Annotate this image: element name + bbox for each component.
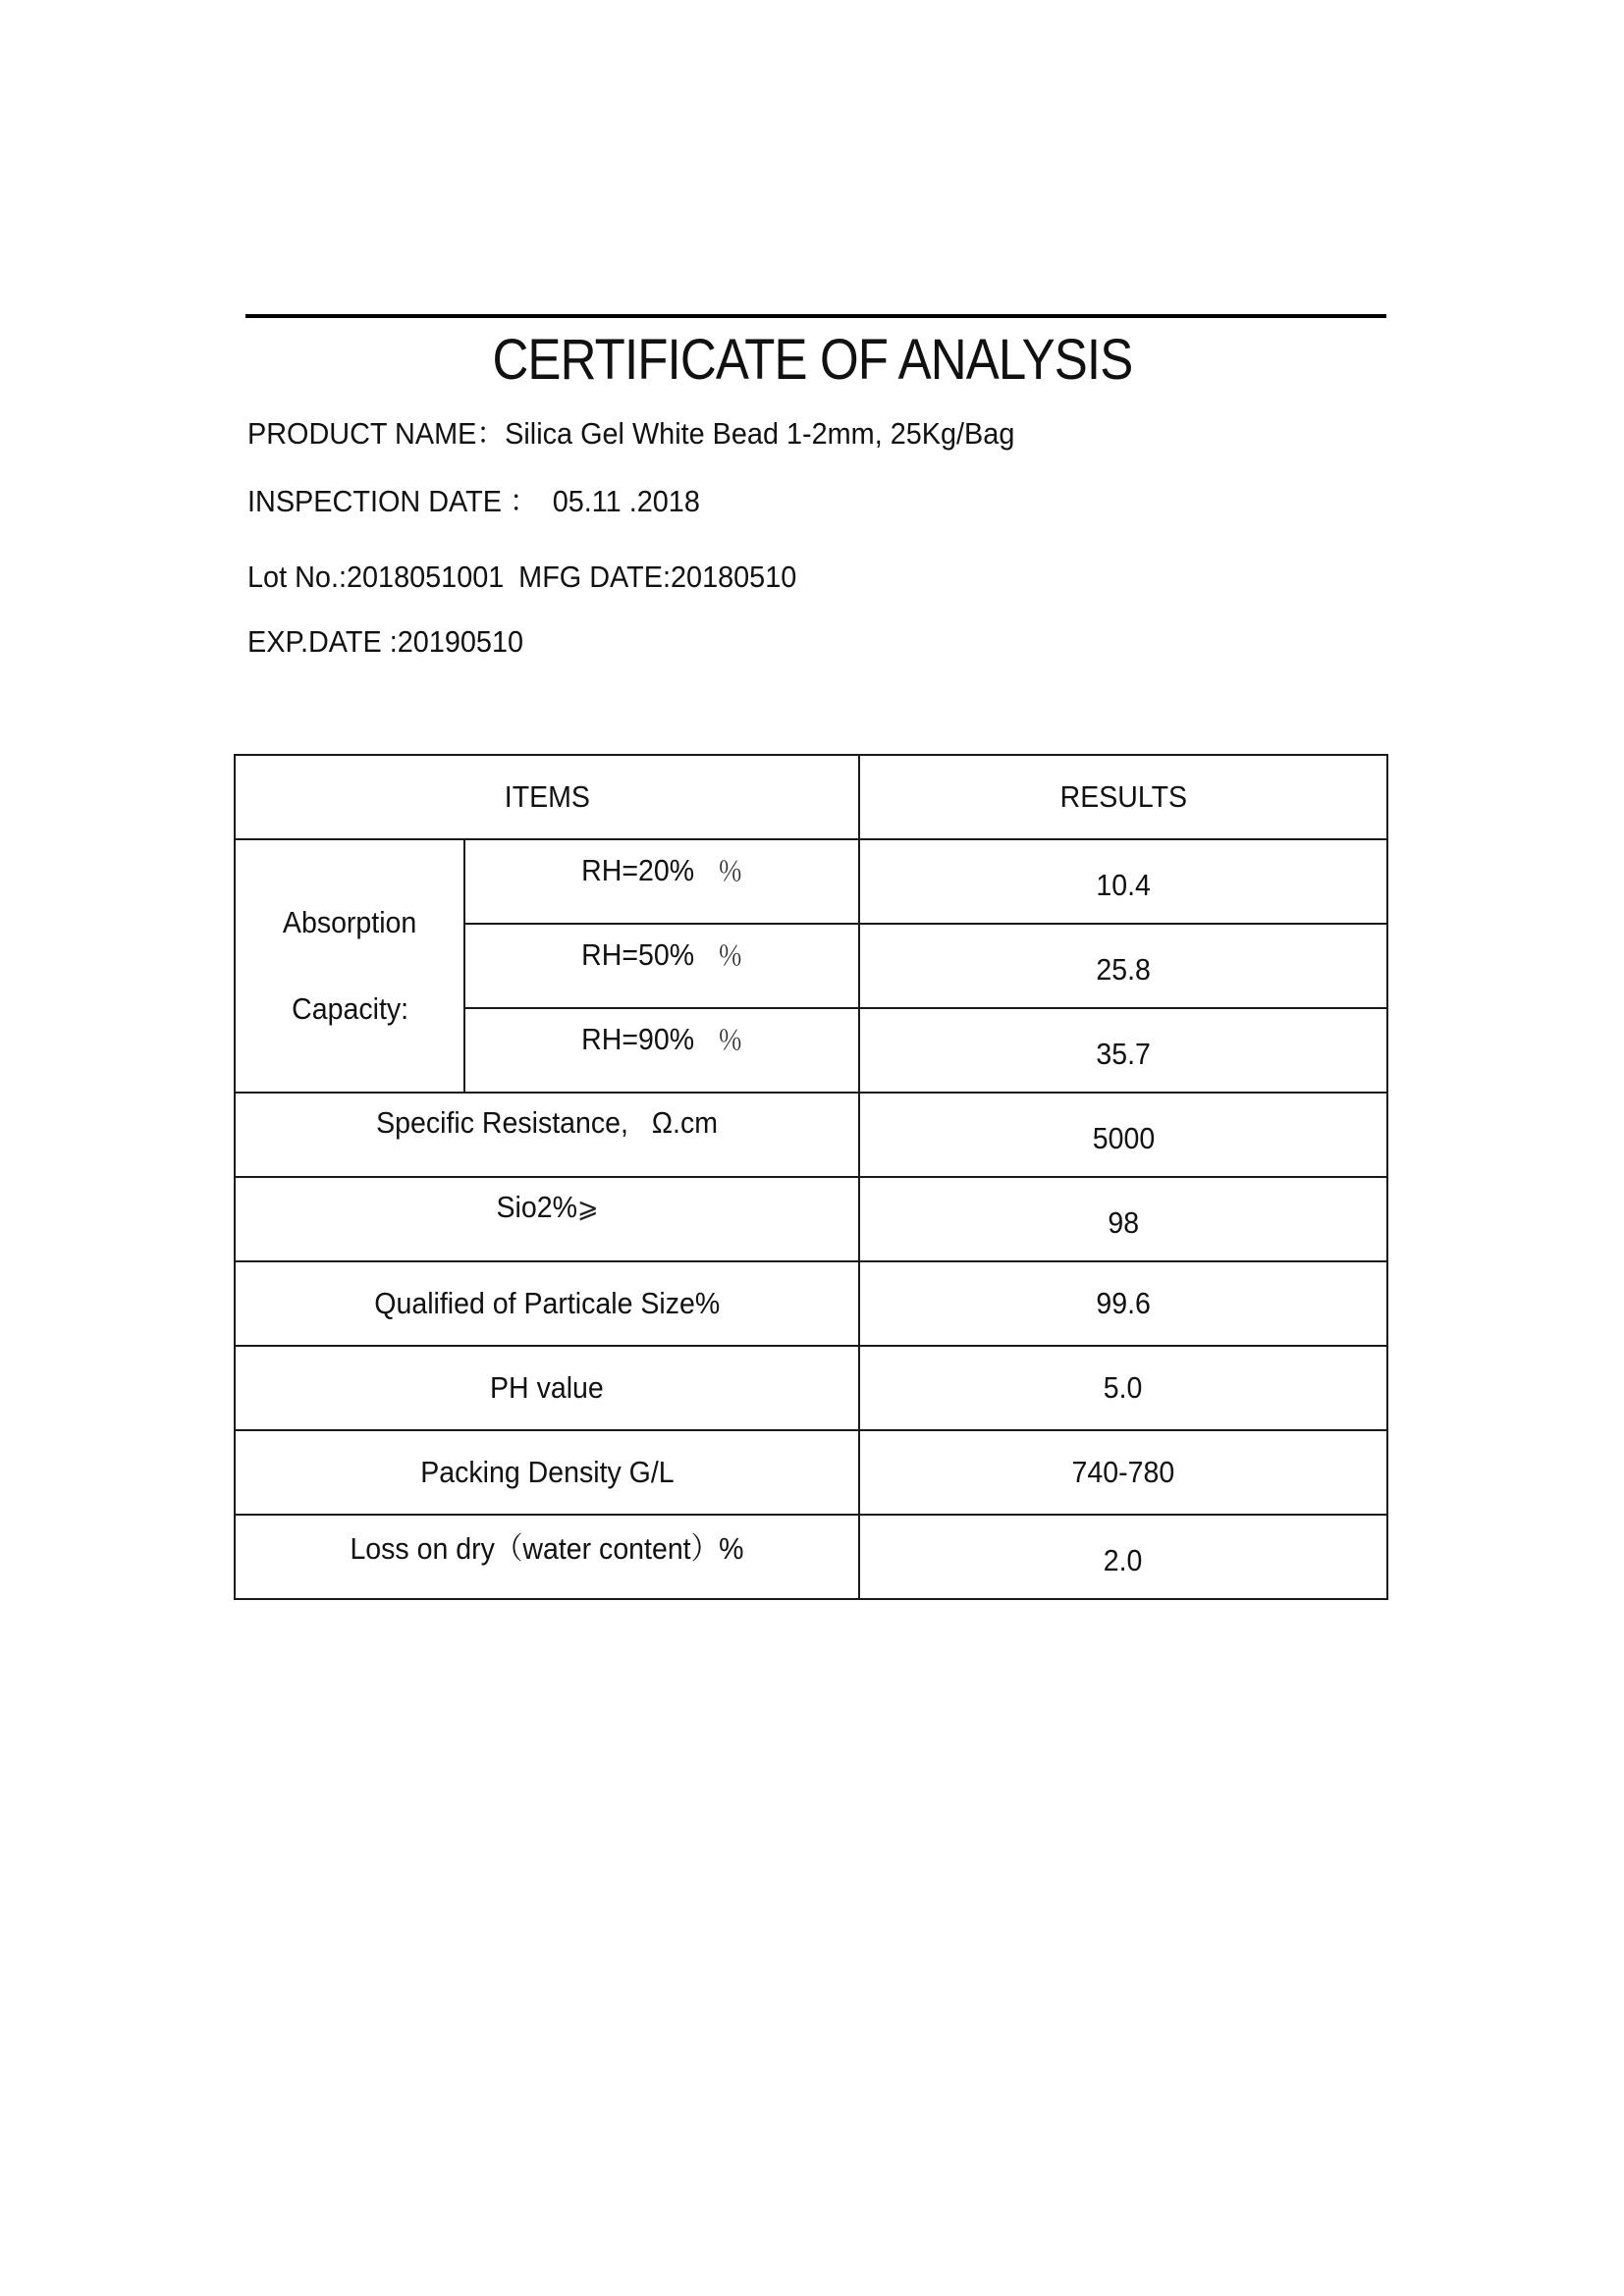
rh90-result: 35.7 [859, 1008, 1387, 1093]
particle-size-item: Qualified of Particale Size% [235, 1261, 859, 1346]
table-header-row [235, 755, 1387, 839]
sio2-item: Sio2%⩾ [235, 1177, 859, 1261]
ph-result: 5.0 [859, 1346, 1387, 1430]
loss-on-dry-item: Loss on dry（water content）% [235, 1515, 859, 1599]
table-row [235, 1430, 1387, 1515]
particle-size-result: 99.6 [859, 1261, 1387, 1346]
table-row [235, 1261, 1387, 1346]
absorption-label-line1: Absorption [283, 905, 417, 939]
title-text: CERTIFICATE OF ANALYSIS [492, 328, 1132, 392]
lot-number: Lot No.:2018051001 [247, 560, 505, 594]
analysis-table [234, 754, 1388, 1600]
rh50-condition: RH=50% ％ [464, 924, 859, 1008]
mfg-date: MFG DATE:20180510 [518, 560, 797, 594]
table-row [235, 1177, 1387, 1261]
table-row [235, 839, 1387, 924]
lot-mfg-line [247, 558, 796, 597]
absorption-label-line2: Capacity: [291, 991, 408, 1026]
table-row [235, 1346, 1387, 1430]
loss-on-dry-result: 2.0 [859, 1515, 1387, 1599]
rh90-condition: RH=90% ％ [464, 1008, 859, 1093]
specific-resistance-item: Specific Resistance, Ω.cm [235, 1093, 859, 1177]
rh20-condition: RH=20% ％ [464, 839, 859, 924]
ph-item: PH value [235, 1346, 859, 1430]
sio2-result: 98 [859, 1177, 1387, 1261]
specific-resistance-result: 5000 [859, 1093, 1387, 1177]
absorption-capacity-label [235, 839, 464, 1093]
packing-density-item: Packing Density G/L [235, 1430, 859, 1515]
page-title [0, 326, 1624, 395]
table-row [235, 1093, 1387, 1177]
packing-density-result: 740-780 [859, 1430, 1387, 1515]
inspection-date-line [247, 482, 700, 521]
product-name-line [247, 414, 1014, 454]
rh20-result: 10.4 [859, 839, 1387, 924]
inspection-date-value: 05.11 .2018 [552, 484, 700, 518]
header-items: ITEMS [235, 755, 859, 839]
title-rule [245, 314, 1386, 318]
table-row [235, 1515, 1387, 1599]
inspection-date-label: INSPECTION DATE ： [247, 484, 538, 518]
exp-date: EXP.DATE :20190510 [247, 624, 524, 659]
product-name-label: PRODUCT NAME： [247, 416, 506, 451]
product-name-value: Silica Gel White Bead 1-2mm, 25Kg/Bag [505, 416, 1015, 451]
exp-date-line [247, 622, 523, 662]
rh50-result: 25.8 [859, 924, 1387, 1008]
header-results: RESULTS [859, 755, 1387, 839]
